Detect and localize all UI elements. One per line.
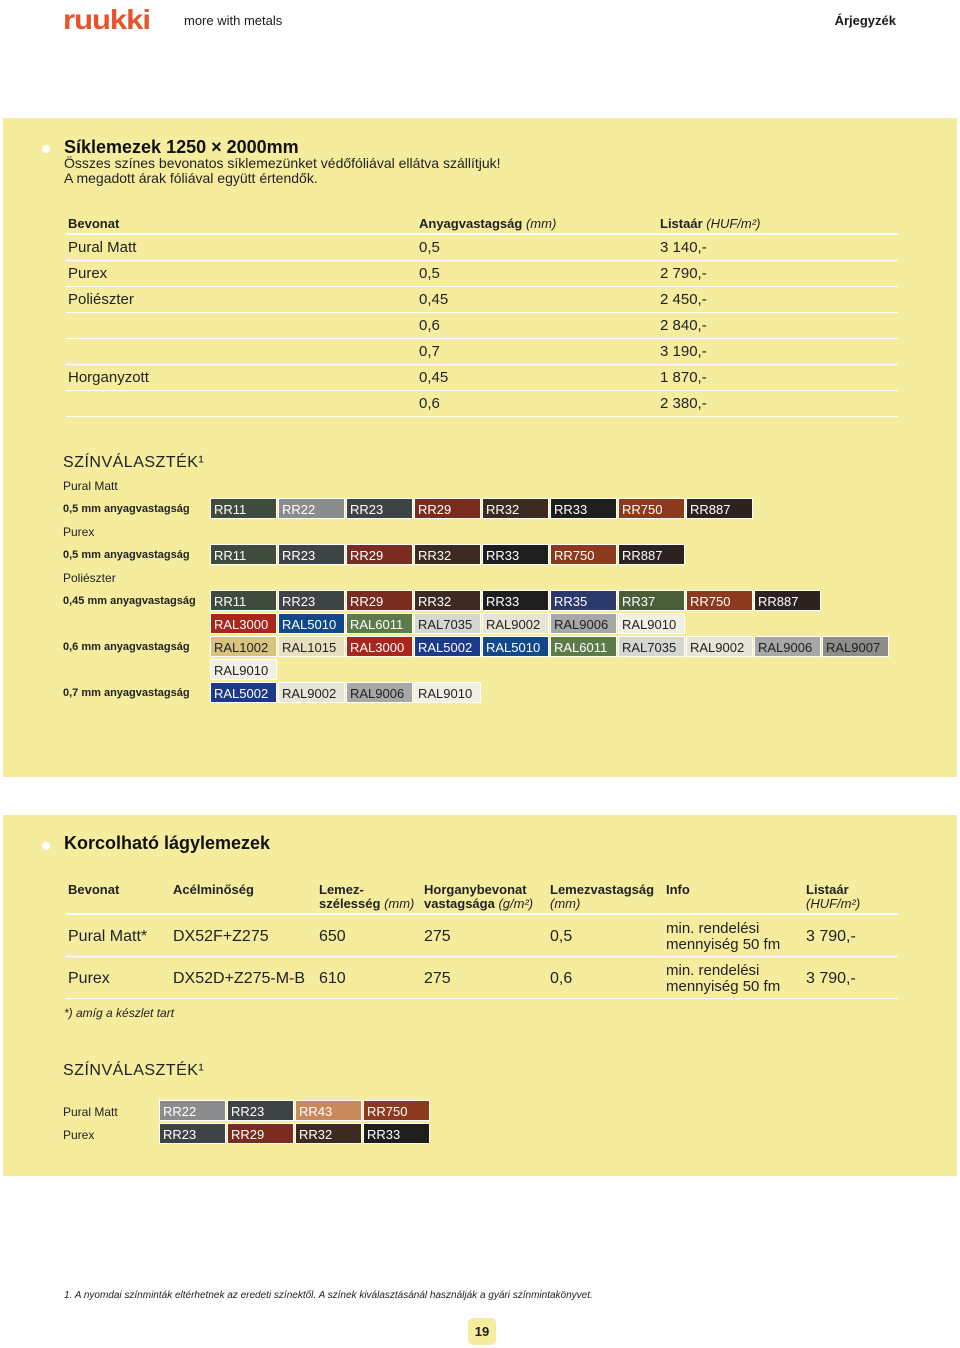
- row-divider: [66, 956, 898, 957]
- col-header-steel: Acélminőség: [173, 882, 254, 897]
- swatch-row: [210, 636, 890, 657]
- info-cell-line2: mennyiség 50 fm: [666, 936, 781, 953]
- section-title: Korcolható lágylemezek: [64, 833, 271, 853]
- info-cell-line1: min. rendelési: [666, 962, 760, 979]
- color-swatch: RAL9006: [346, 682, 413, 703]
- thickness-cell: 0,5: [419, 265, 440, 282]
- color-swatch: RAL9002: [686, 636, 753, 657]
- coating-cell: Horganyzott: [68, 369, 149, 386]
- color-swatch: RAL3000: [210, 613, 277, 634]
- logo-tagline: more with metals: [184, 13, 283, 28]
- document-title: Árjegyzék: [834, 13, 896, 28]
- color-swatch: RAL6011: [346, 613, 413, 634]
- header-divider: [66, 913, 898, 915]
- row-divider: [66, 312, 898, 313]
- swatch-row: [210, 659, 278, 680]
- thickness-cell: 0,5: [550, 928, 573, 945]
- color-swatch: RAL1002: [210, 636, 277, 657]
- color-swatch: RR11: [210, 498, 277, 519]
- color-swatch: RR23: [346, 498, 413, 519]
- color-selection-title: SZÍNVÁLASZTÉK¹: [63, 1062, 205, 1079]
- price-cell: 3 190,-: [660, 343, 707, 360]
- price-cell: 2 790,-: [660, 265, 707, 282]
- swatch-row: [159, 1100, 431, 1121]
- color-swatch: RAL5010: [278, 613, 345, 634]
- color-swatch: RR23: [278, 544, 345, 565]
- row-divider: [66, 260, 898, 261]
- color-swatch: RR29: [346, 544, 413, 565]
- color-swatch: RR887: [618, 544, 685, 565]
- page-number: 19: [468, 1318, 496, 1345]
- zinc-cell: 275: [424, 970, 451, 987]
- thickness-label-poli-06: 0,6 mm anyagvastagság: [63, 641, 190, 653]
- color-swatch: RR33: [363, 1123, 430, 1144]
- color-swatch: RR11: [210, 544, 277, 565]
- section-subtitle-2: A megadott árak fóliával együtt értendők.: [64, 170, 318, 186]
- color-swatch: RR29: [414, 498, 481, 519]
- color-swatch: RAL9010: [414, 682, 481, 703]
- color-swatch: RR887: [754, 590, 821, 611]
- price-cell: 2 380,-: [660, 395, 707, 412]
- flat-sheets-panel: [3, 118, 957, 777]
- color-swatch: RR750: [686, 590, 753, 611]
- col-header-zinc: Horganybevonat vastagsága (g/m²): [424, 882, 534, 911]
- color-swatch: RAL1015: [278, 636, 345, 657]
- row-divider: [66, 416, 898, 417]
- thickness-cell: 0,45: [419, 369, 449, 386]
- section-subtitle-1: Összes színes bevonatos síklemezünket védőfóliával ellátva szállítjuk!: [64, 155, 501, 171]
- bullet-icon: [42, 145, 50, 153]
- color-swatch: RR23: [159, 1123, 226, 1144]
- color-swatch: RR33: [482, 544, 549, 565]
- coating-cell: Pural Matt*: [68, 928, 148, 945]
- col-header-price: Listaár (HUF/m²): [806, 882, 861, 911]
- color-swatch: RR23: [227, 1100, 294, 1121]
- row-divider: [66, 338, 898, 339]
- ruukki-logo: ruukki: [63, 3, 151, 36]
- color-swatch: RR32: [482, 498, 549, 519]
- group-label-pural: Pural Matt: [63, 1105, 118, 1119]
- thickness-label-poli-045: 0,45 mm anyagvastagság: [63, 595, 196, 607]
- col-header-sheet-thickness: Lemezvastagság (mm): [550, 882, 655, 911]
- color-swatch: RR43: [295, 1100, 362, 1121]
- row-divider: [66, 286, 898, 287]
- row-divider: [66, 998, 898, 999]
- color-swatch: RAL9006: [550, 613, 617, 634]
- color-swatch: RR35: [550, 590, 617, 611]
- price-cell: 1 870,-: [660, 369, 707, 386]
- color-swatch: RAL9002: [482, 613, 549, 634]
- width-cell: 650: [319, 928, 346, 945]
- color-swatch: RR22: [159, 1100, 226, 1121]
- thickness-label-pural: 0,5 mm anyagvastagság: [63, 503, 190, 515]
- steel-cell: DX52D+Z275-M-B: [173, 970, 306, 987]
- group-label-purex: Purex: [63, 525, 95, 539]
- color-swatch: RR32: [295, 1123, 362, 1144]
- thickness-label-purex: 0,5 mm anyagvastagság: [63, 549, 190, 561]
- swatch-row: [210, 682, 482, 703]
- color-swatch: RR23: [278, 590, 345, 611]
- col-header-price: Listaár (HUF/m²): [660, 216, 761, 231]
- color-swatch: RR33: [550, 498, 617, 519]
- price-cell: 3 790,-: [806, 970, 856, 987]
- col-header-coating: Bevonat: [68, 216, 120, 231]
- color-swatch: RAL9010: [210, 659, 277, 680]
- color-swatch: RR750: [550, 544, 617, 565]
- price-cell: 3 140,-: [660, 239, 707, 256]
- color-swatch: RR32: [414, 544, 481, 565]
- price-cell: 2 450,-: [660, 291, 707, 308]
- color-swatch: RAL6011: [550, 636, 617, 657]
- coating-cell: Purex: [68, 970, 110, 987]
- color-swatch: RR33: [482, 590, 549, 611]
- thickness-cell: 0,6: [419, 395, 440, 412]
- info-cell-line2: mennyiség 50 fm: [666, 978, 781, 995]
- color-swatch: RAL9006: [754, 636, 821, 657]
- color-swatch: RAL5010: [482, 636, 549, 657]
- steel-cell: DX52F+Z275: [173, 928, 269, 945]
- coating-cell: Poliészter: [68, 291, 134, 308]
- row-divider: [66, 364, 898, 365]
- swatch-row: [210, 544, 686, 565]
- color-swatch: RAL7035: [618, 636, 685, 657]
- swatch-row: [159, 1123, 431, 1144]
- color-swatch: RAL5002: [414, 636, 481, 657]
- color-swatch: RR29: [346, 590, 413, 611]
- color-swatch: RR22: [278, 498, 345, 519]
- col-header-thickness: Anyagvastagság (mm): [419, 216, 557, 231]
- color-swatch: RR29: [227, 1123, 294, 1144]
- coating-cell: Pural Matt: [68, 239, 137, 256]
- color-selection-title: SZÍNVÁLASZTÉK¹: [63, 454, 205, 471]
- soft-sheets-panel: [3, 815, 957, 1176]
- stock-note: *) amíg a készlet tart: [64, 1006, 175, 1020]
- price-cell: 2 840,-: [660, 317, 707, 334]
- thickness-cell: 0,5: [419, 239, 440, 256]
- swatch-row: [210, 613, 686, 634]
- color-swatch: RAL3000: [346, 636, 413, 657]
- group-label-purex: Purex: [63, 1128, 95, 1142]
- thickness-cell: 0,6: [419, 317, 440, 334]
- thickness-cell: 0,6: [550, 970, 573, 987]
- color-swatch: RAL9002: [278, 682, 345, 703]
- color-swatch: RAL7035: [414, 613, 481, 634]
- color-swatch: RR37: [618, 590, 685, 611]
- header-divider: [66, 233, 898, 235]
- group-label-pural: Pural Matt: [63, 479, 118, 493]
- thickness-cell: 0,7: [419, 343, 440, 360]
- section-title: Síklemezek 1250 × 2000mm: [64, 137, 299, 157]
- color-swatch: RR11: [210, 590, 277, 611]
- row-divider: [66, 390, 898, 391]
- color-swatch: RR32: [414, 590, 481, 611]
- col-header-coating: Bevonat: [68, 882, 120, 897]
- price-cell: 3 790,-: [806, 928, 856, 945]
- color-swatch: RR750: [618, 498, 685, 519]
- color-swatch: RR887: [686, 498, 753, 519]
- thickness-cell: 0,45: [419, 291, 449, 308]
- color-swatch: RAL5002: [210, 682, 277, 703]
- info-cell-line1: min. rendelési: [666, 920, 760, 937]
- page-header: [0, 0, 960, 44]
- thickness-label-poli-07: 0,7 mm anyagvastagság: [63, 687, 190, 699]
- bullet-icon: [42, 842, 50, 850]
- width-cell: 610: [319, 970, 346, 987]
- color-swatch: RR750: [363, 1100, 430, 1121]
- coating-cell: Purex: [68, 265, 108, 282]
- group-label-poliester: Poliészter: [63, 571, 116, 585]
- color-swatch: RAL9010: [618, 613, 685, 634]
- swatch-row: [210, 590, 822, 611]
- col-header-info: Info: [666, 882, 690, 897]
- zinc-cell: 275: [424, 928, 451, 945]
- color-swatch: RAL9007: [822, 636, 889, 657]
- swatch-row: [210, 498, 754, 519]
- col-header-width: Lemez- szélesség (mm): [319, 882, 415, 911]
- footnote: 1. A nyomdai színminták eltérhetnek az eredeti színektől. A színek kiválasztásánál használják a gyári színmintakönyvet.: [64, 1290, 593, 1301]
